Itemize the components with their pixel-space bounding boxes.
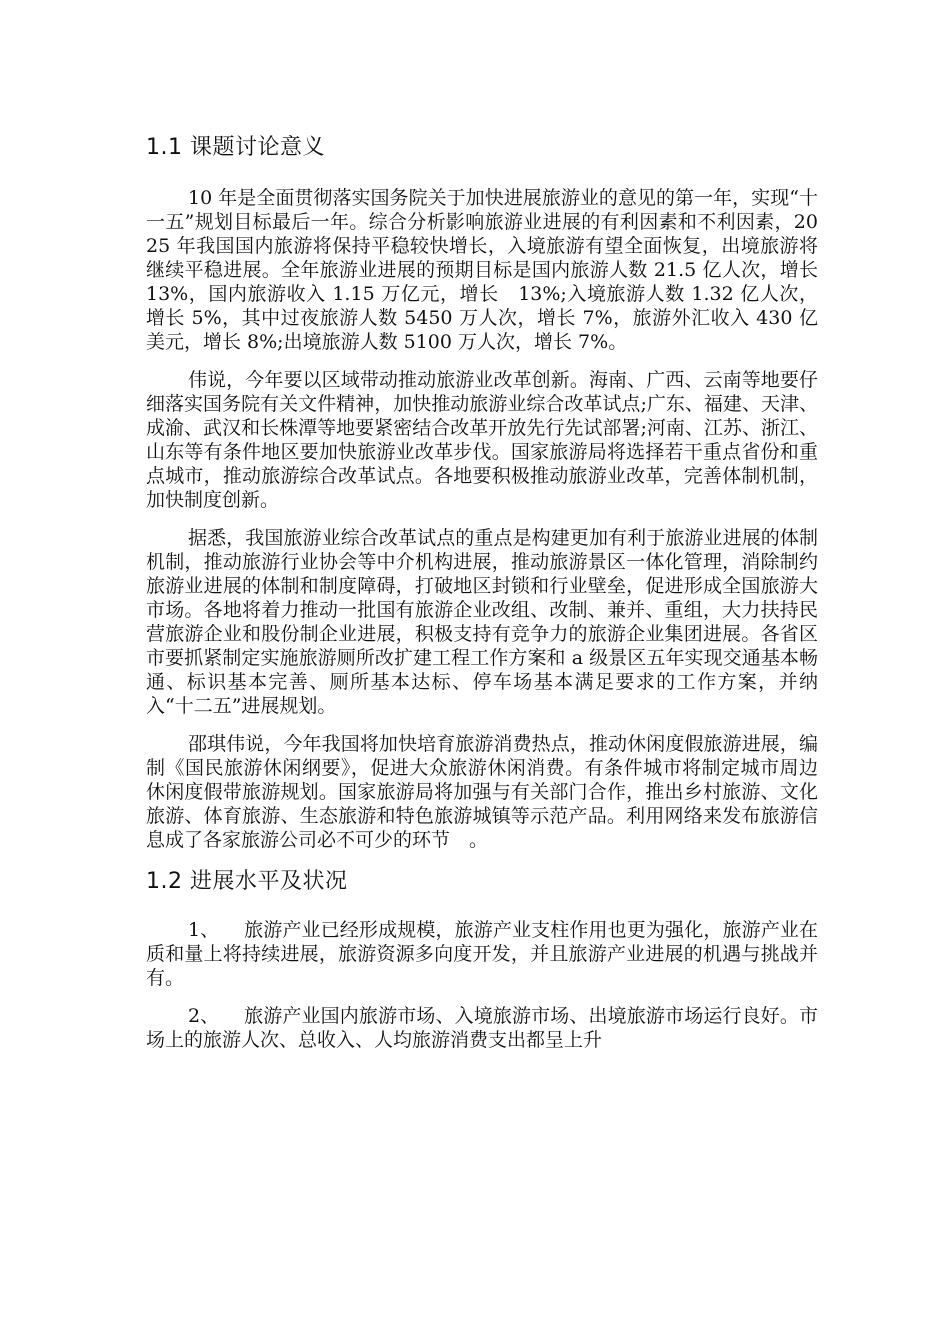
- section-heading-1-2: 1.2 进展水平及状况: [146, 869, 348, 894]
- paragraph-leisure-consumption: 邵琪伟说，今年我国将加快培育旅游消费热点，推动休闲度假旅游进展，编制《国民旅游休闲纲要》，促进大众旅游休闲消费。有条件城市将制定城市周边休闲度假带旅游规划。国家旅游局将加强与有关部门合作，推出乡村旅游、文化旅游、体育旅游、生态旅游和特色旅游城镇等示范产品。利用网络来发布旅游信息成了各家旅游公司必不可少的环节 。: [146, 733, 818, 851]
- list-item-text: 旅游产业国内旅游市场、入境旅游市场、出境旅游市场运行良好。市场上的旅游人次、总收入、人均旅游消费支出都呈上升: [146, 1005, 818, 1051]
- paragraph-regional-reform: 伟说，今年要以区域带动推动旅游业改革创新。海南、广西、云南等地要仔细落实国务院有关文件精神，加快推动旅游业综合改革试点;广东、福建、天津、成渝、武汉和长株潭等地要紧密结合改革开放先行先试部署;河南、江苏、浙江、山东等有条件地区要加快旅游业改革步伐。国家旅游局将选择若干重点省份和重点城市，推动旅游综合改革试点。各地要积极推动旅游业改革，完善体制机制，加快制度创新。: [146, 369, 818, 511]
- paragraph-reform-pilot: 据悉，我国旅游业综合改革试点的重点是构建更加有利于旅游业进展的体制机制，推动旅游行业协会等中介机构进展，推动旅游景区一体化管理，消除制约旅游业进展的体制和制度障碍，打破地区封锁和行业壁垒，促进形成全国旅游大市场。各地将着力推动一批国有旅游企业改组、改制、兼并、重组，大力扶持民营旅游企业和股份制企业进展，积极支持有竞争力的旅游企业集团进展。各省区市要抓紧制定实施旅游厕所改扩建工程工作方案和 a 级景区五年实现交通基本畅通、标识基本完善、厕所基本达标、停车场基本满足要求的工作方案，并纳入“十二五”进展规划。: [146, 527, 818, 717]
- list-item-industry-scale: [146, 918, 818, 990]
- list-item-tourism-markets: [146, 1004, 818, 1052]
- document-page: [146, 126, 818, 1066]
- list-item-text: 旅游产业已经形成规模，旅游产业支柱作用也更为强化，旅游产业在质和量上将持续进展，旅游资源多向度开发，并且旅游产业进展的机遇与挑战并有。: [146, 919, 818, 989]
- paragraph-tourism-targets: 10 年是全面贯彻落实国务院关于加快进展旅游业的意见的第一年，实现“十一五”规划目标最后一年。综合分析影响旅游业进展的有利因素和不利因素，2025 年我国国内旅游将保持平稳较快增长，入境旅游有望全面恢复，出境旅游将继续平稳进展。全年旅游业进展的预期目标是国内旅游人数 21.5 亿人次，增长 13%，国内旅游收入 1.15 万亿元，增长 13%;入境旅游人数 1.32 亿人次，增长 5%，其中过夜旅游人数 5450 万人次，增长 7%，旅游外汇收入 430 亿美元，增长 8%;出境旅游人数 5100 万人次，增长 7%。: [146, 187, 818, 353]
- section-heading-1-1: 1.1 课题讨论意义: [146, 135, 325, 160]
- list-number: 1、: [188, 919, 220, 941]
- list-number: 2、: [188, 1005, 220, 1027]
